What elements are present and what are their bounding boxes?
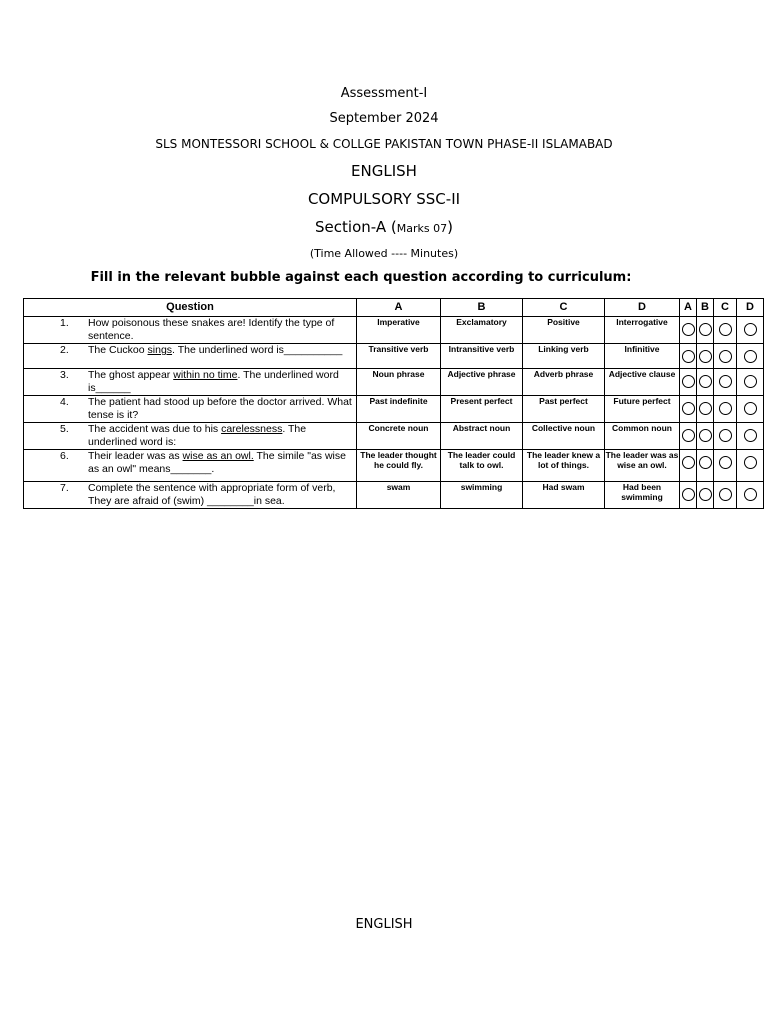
answer-bubble-b[interactable] <box>699 488 712 501</box>
bubble-b-cell <box>697 450 714 482</box>
answer-bubble-b[interactable] <box>699 429 712 442</box>
answer-bubble-a[interactable] <box>682 402 695 415</box>
bubble-d-cell <box>737 344 764 369</box>
question-text-pre: How poisonous these snakes are! Identify the type of sentence. <box>88 317 335 342</box>
answer-bubble-a[interactable] <box>682 350 695 363</box>
question-cell <box>24 317 357 344</box>
question-number: 2. <box>60 344 69 356</box>
bubble-b-cell <box>697 423 714 450</box>
question-text-post: . The underlined word is__________ <box>172 344 343 356</box>
option-c-cell: Linking verb <box>523 344 605 369</box>
bubble-a-cell <box>680 423 697 450</box>
question-number: 7. <box>60 482 69 494</box>
answer-bubble-c[interactable] <box>719 429 732 442</box>
answer-bubble-c[interactable] <box>719 488 732 501</box>
answer-bubble-b[interactable] <box>699 323 712 336</box>
question-cell <box>24 344 357 369</box>
question-cell <box>24 396 357 423</box>
question-text-pre: The patient had stood up before the doctor arrived. What tense is it? <box>88 396 352 421</box>
bubble-b-cell <box>697 369 714 396</box>
bubble-d-cell <box>737 482 764 509</box>
option-c-cell: Positive <box>523 317 605 344</box>
mcq-table <box>23 298 764 509</box>
table-row <box>24 482 764 509</box>
question-number: 6. <box>60 450 69 462</box>
table-row <box>24 450 764 482</box>
question-underlined: wise as an owl. <box>182 450 254 462</box>
bubble-b-cell <box>697 396 714 423</box>
option-a-cell: Transitive verb <box>357 344 441 369</box>
answer-bubble-d[interactable] <box>744 350 757 363</box>
table-header-row <box>24 299 764 317</box>
table-row <box>24 317 764 344</box>
question-text <box>76 482 356 508</box>
option-b-cell: Exclamatory <box>441 317 523 344</box>
header-bubble-c: C <box>714 299 737 317</box>
bubble-c-cell <box>714 482 737 509</box>
answer-bubble-d[interactable] <box>744 456 757 469</box>
instruction: Fill in the relevant bubble against each question according to curriculum: <box>90 270 632 285</box>
header-bubble-b: B <box>697 299 714 317</box>
bubble-d-cell <box>737 369 764 396</box>
question-number: 1. <box>60 317 69 329</box>
answer-bubble-b[interactable] <box>699 375 712 388</box>
question-text-pre: Their leader was as <box>88 450 183 462</box>
answer-bubble-d[interactable] <box>744 429 757 442</box>
answer-bubble-a[interactable] <box>682 456 695 469</box>
question-text <box>76 344 356 357</box>
option-d-cell: Common noun <box>605 423 680 450</box>
question-text <box>76 396 356 422</box>
school-name: SLS MONTESSORI SCHOOL & COLLGE PAKISTAN TOWN PHASE-II ISLAMABAD <box>155 137 613 151</box>
answer-bubble-a[interactable] <box>682 488 695 501</box>
option-b-cell: Adjective phrase <box>441 369 523 396</box>
question-text-post: . The underlined word is: <box>88 423 307 448</box>
question-number: 3. <box>60 369 69 381</box>
option-c-cell: Past perfect <box>523 396 605 423</box>
option-a-cell: swam <box>357 482 441 509</box>
table-row <box>24 423 764 450</box>
bubble-b-cell <box>697 317 714 344</box>
question-text-pre: The ghost appear <box>88 369 174 381</box>
option-b-cell: The leader could talk to owl. <box>441 450 523 482</box>
answer-bubble-c[interactable] <box>719 323 732 336</box>
bubble-b-cell <box>697 482 714 509</box>
answer-bubble-d[interactable] <box>744 488 757 501</box>
option-b-cell: swimming <box>441 482 523 509</box>
table-row <box>24 369 764 396</box>
option-a-cell: Past indefinite <box>357 396 441 423</box>
bubble-a-cell <box>680 396 697 423</box>
bubble-a-cell <box>680 450 697 482</box>
question-underlined: within no time <box>173 369 238 381</box>
answer-bubble-b[interactable] <box>699 402 712 415</box>
subject-title: ENGLISH <box>351 162 417 180</box>
assessment-title: Assessment-I <box>340 86 428 101</box>
option-c-cell: The leader knew a lot of things. <box>523 450 605 482</box>
bubble-a-cell <box>680 344 697 369</box>
answer-bubble-c[interactable] <box>719 456 732 469</box>
bubble-a-cell <box>680 482 697 509</box>
assessment-date: September 2024 <box>329 111 439 126</box>
answer-bubble-a[interactable] <box>682 323 695 336</box>
bubble-a-cell <box>680 369 697 396</box>
table-row <box>24 344 764 369</box>
bubble-c-cell <box>714 396 737 423</box>
time-allowed: (Time Allowed ---- Minutes) <box>309 247 459 260</box>
page-footer: ENGLISH <box>355 917 413 932</box>
answer-bubble-d[interactable] <box>744 323 757 336</box>
question-text-post: The simile "as wise as an owl" means_______. <box>88 450 346 475</box>
bubble-c-cell <box>714 450 737 482</box>
answer-bubble-d[interactable] <box>744 402 757 415</box>
question-underlined: sings <box>147 344 173 356</box>
bubble-d-cell <box>737 396 764 423</box>
bubble-c-cell <box>714 369 737 396</box>
answer-bubble-a[interactable] <box>682 429 695 442</box>
option-b-cell: Abstract noun <box>441 423 523 450</box>
question-text <box>76 450 356 476</box>
header-bubble-d: D <box>737 299 764 317</box>
course-title: COMPULSORY SSC-II <box>307 190 461 208</box>
table-row <box>24 396 764 423</box>
question-number: 4. <box>60 396 69 408</box>
bubble-c-cell <box>714 317 737 344</box>
answer-bubble-a[interactable] <box>682 375 695 388</box>
option-b-cell: Present perfect <box>441 396 523 423</box>
option-c-cell: Had swam <box>523 482 605 509</box>
bubble-d-cell <box>737 450 764 482</box>
answer-bubble-c[interactable] <box>719 350 732 363</box>
section-label: Section-A ( <box>315 218 397 236</box>
section-marks: Marks 07 <box>396 222 448 235</box>
section-title <box>0 218 768 236</box>
question-cell <box>24 423 357 450</box>
answer-bubble-c[interactable] <box>719 402 732 415</box>
bubble-c-cell <box>714 344 737 369</box>
option-d-cell: Had been swimming <box>605 482 680 509</box>
question-cell <box>24 369 357 396</box>
header-option-a: A <box>357 299 441 317</box>
option-d-cell: Interrogative <box>605 317 680 344</box>
header-option-d: D <box>605 299 680 317</box>
answer-bubble-b[interactable] <box>699 456 712 469</box>
bubble-c-cell <box>714 423 737 450</box>
option-d-cell: Future perfect <box>605 396 680 423</box>
bubble-d-cell <box>737 423 764 450</box>
question-text <box>76 369 356 395</box>
header-option-b: B <box>441 299 523 317</box>
question-number: 5. <box>60 423 69 435</box>
option-d-cell: Infinitive <box>605 344 680 369</box>
option-c-cell: Adverb phrase <box>523 369 605 396</box>
question-text <box>76 317 356 343</box>
question-text-post: . The underlined word is______ <box>88 369 339 394</box>
bubble-b-cell <box>697 344 714 369</box>
option-a-cell: Concrete noun <box>357 423 441 450</box>
header-option-c: C <box>523 299 605 317</box>
option-a-cell: Noun phrase <box>357 369 441 396</box>
question-text-pre: The accident was due to his <box>88 423 222 435</box>
question-text <box>76 423 356 449</box>
question-underlined: carelessness <box>221 423 283 435</box>
answer-bubble-d[interactable] <box>744 375 757 388</box>
option-c-cell: Collective noun <box>523 423 605 450</box>
question-text-pre: The Cuckoo <box>88 344 148 356</box>
option-a-cell: Imperative <box>357 317 441 344</box>
option-d-cell: Adjective clause <box>605 369 680 396</box>
question-text-pre: Complete the sentence with appropriate form of verb, They are afraid of (swim) ________in sea. <box>88 482 336 507</box>
section-close: ) <box>447 218 453 236</box>
answer-bubble-c[interactable] <box>719 375 732 388</box>
header-question: Question <box>24 299 357 317</box>
answer-bubble-b[interactable] <box>699 350 712 363</box>
question-cell <box>24 482 357 509</box>
option-d-cell: The leader was as wise an owl. <box>605 450 680 482</box>
option-b-cell: Intransitive verb <box>441 344 523 369</box>
bubble-d-cell <box>737 317 764 344</box>
question-cell <box>24 450 357 482</box>
bubble-a-cell <box>680 317 697 344</box>
option-a-cell: The leader thought he could fly. <box>357 450 441 482</box>
header-bubble-a: A <box>680 299 697 317</box>
